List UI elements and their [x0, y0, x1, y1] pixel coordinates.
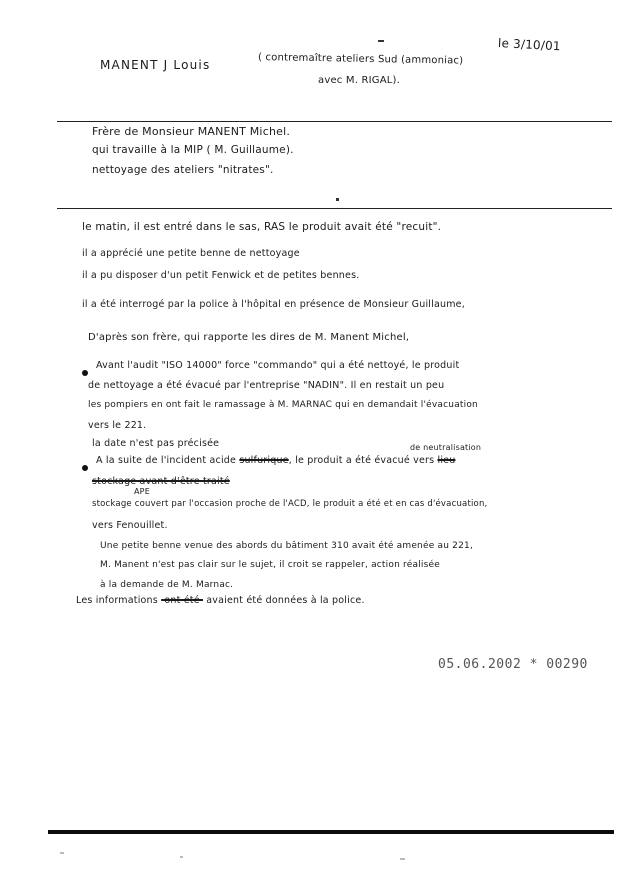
bullet-2-line-1: [96, 455, 455, 466]
ink-mark: [378, 40, 384, 42]
bullet-2-line-4: vers Fenouillet.: [92, 520, 168, 531]
scan-noise: [180, 856, 183, 858]
closing-line: [76, 595, 365, 606]
insertion-above: de neutralisation: [410, 443, 482, 452]
bullet: [82, 465, 88, 471]
intro-line-2: qui travaille à la MIP ( M. Guillaume).: [92, 144, 294, 156]
bullet-1-line-3: les pompiers en ont fait le ramassage à M. MARNAC qui en demandait l'évacuation: [88, 400, 478, 410]
scan-noise: [60, 852, 64, 854]
bullet-1-line-5: la date n'est pas précisée: [92, 438, 220, 449]
role-line-2: avec M. RIGAL).: [318, 75, 400, 86]
divider: [57, 208, 612, 209]
bullet-2-line-5: Une petite benne venue des abords du bâtiment 310 avait été amenée au 221,: [100, 541, 474, 551]
intro-line-1: Frère de Monsieur MANENT Michel.: [92, 125, 291, 138]
bullet-2-line-3: stockage couvert par l'occasion proche de l'ACD, le produit a été et en cas d'évacuation,: [92, 499, 488, 509]
paragraph: il a pu disposer d'un petit Fenwick et de petites bennes.: [82, 270, 360, 281]
intro-line-3: nettoyage des ateliers "nitrates".: [92, 164, 274, 176]
text-fragment: avaient été données à la police.: [206, 595, 365, 606]
divider: [57, 121, 612, 122]
text-fragment: , le produit a été évacué vers: [288, 455, 435, 466]
date-stamp: 05.06.2002 * 00290: [438, 657, 588, 672]
paragraph: D'après son frère, qui rapporte les dires de M. Manent Michel,: [88, 332, 410, 343]
bullet: [82, 370, 88, 376]
bullet-1-line-1: Avant l'audit "ISO 14000" force "commando" qui a été nettoyé, le produit: [96, 360, 460, 371]
paragraph: il a apprécié une petite benne de nettoyage: [82, 248, 300, 259]
struck-word: ont été: [161, 595, 203, 606]
insertion: APE: [134, 487, 150, 496]
scan-border: [48, 830, 614, 834]
role-line-1: ( contremaître ateliers Sud (ammoniac): [257, 52, 464, 67]
date: le 3/10/01: [497, 36, 562, 54]
bullet-2-line-6: M. Manent n'est pas clair sur le sujet, il croit se rappeler, action réalisée: [100, 560, 440, 570]
scan-noise: [400, 858, 405, 860]
paragraph: le matin, il est entré dans le sas, RAS le produit avait été "recuit".: [82, 221, 442, 233]
struck-line: stockage avant d'être traité: [92, 476, 230, 487]
text-fragment: A la suite de l'incident acide: [96, 455, 237, 466]
bullet-1-line-4: vers le 221.: [88, 420, 147, 431]
bullet-1-line-2: de nettoyage a été évacué par l'entreprise "NADIN". Il en restait un peu: [88, 380, 445, 391]
text-fragment: Les informations: [76, 595, 158, 606]
bullet-2-line-7: à la demande de M. Marnac.: [100, 580, 234, 590]
struck-word: lieu: [437, 455, 456, 466]
ink-mark: [336, 198, 339, 201]
struck-word: sulfurique: [239, 455, 289, 466]
person-name: MANENT J Louis: [100, 58, 211, 72]
paragraph: il a été interrogé par la police à l'hôpital en présence de Monsieur Guillaume,: [82, 299, 465, 310]
